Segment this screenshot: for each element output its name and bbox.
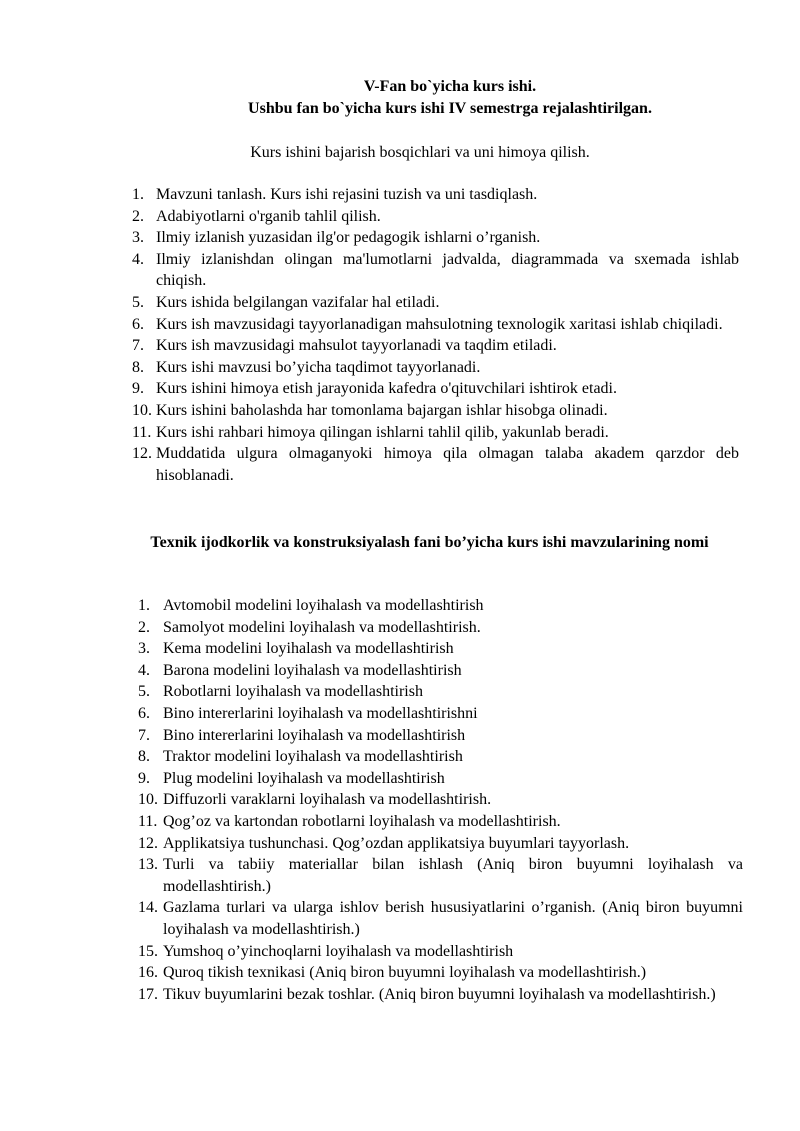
list-item-number: 13. <box>138 856 158 874</box>
list-item-number: 5. <box>132 293 144 311</box>
list-item-text: Qog’oz va kartondan robotlarni loyihalash va modellashtirish. <box>163 812 561 830</box>
list-item-text: Robotlarni loyihalash va modellashtirish <box>163 683 423 701</box>
list-item-text: Ilmiy izlanishdan olingan ma'lumotlarni jadvalda, diagrammada va sxemada ishlab chiqish. <box>156 250 739 290</box>
list-item-number: 1. <box>138 597 150 614</box>
list-item-number: 8. <box>138 748 150 766</box>
topic-item <box>138 897 743 940</box>
topic-item <box>138 725 743 747</box>
list-item-text: Kurs ishini baholashda har tomonlama bajargan ishlar hisobga olinadi. <box>156 401 608 419</box>
topic-item <box>138 941 743 963</box>
list-item-number: 12. <box>138 834 158 852</box>
list-item-text: Yumshoq o’yinchoqlarni loyihalash va modellashtirish <box>163 942 514 960</box>
list-item-number: 4. <box>138 661 150 679</box>
list-item-text: Applikatsiya tushunchasi. Qog’ozdan applikatsiya buyumlari tayyorlash. <box>163 834 630 852</box>
list-item-number: 7. <box>138 726 150 744</box>
list-item-text: Bino intererlarini loyihalash va modellashtirishni <box>163 704 478 722</box>
list-item-number: 15. <box>138 942 158 960</box>
list-item-number: 16. <box>138 964 158 982</box>
list-item-number: 12. <box>132 445 152 463</box>
step-item <box>132 378 739 400</box>
list-item-number: 3. <box>138 640 150 658</box>
topic-item <box>138 595 743 617</box>
list-item-text: Kema modelini loyihalash va modellashtirish <box>163 640 454 658</box>
topic-item <box>138 617 743 639</box>
list-item-text: Turli va tabiiy materiallar bilan ishlash (Aniq biron buyumni loyihalash va modellashtirish.) <box>163 856 743 895</box>
step-item <box>132 206 739 228</box>
list-item-number: 2. <box>132 207 144 225</box>
page-subtitle: Ushbu fan bo`yicha kurs ishi IV semestrga rejalashtirilgan. <box>248 100 652 117</box>
topic-item <box>138 746 743 768</box>
page-title: V-Fan bo`yicha kurs ishi. <box>363 78 537 95</box>
list-item-number: 17. <box>138 985 158 1003</box>
list-item-number: 7. <box>132 337 144 355</box>
list-item-number: 10. <box>138 791 158 809</box>
list-item-text: Diffuzorli varaklarni loyihalash va modellashtirish. <box>163 791 492 809</box>
step-item <box>132 357 739 379</box>
list-item-number: 9. <box>132 380 144 398</box>
list-item-text: Barona modelini loyihalash va modellashtirish <box>163 661 462 679</box>
step-item <box>132 184 739 206</box>
step-item <box>132 335 739 357</box>
section-heading-steps: Kurs ishini bajarish bosqichlari va uni himoya qilish. <box>250 144 590 161</box>
topic-item <box>138 962 743 984</box>
topic-item <box>138 703 743 725</box>
list-item-text: Avtomobil modelini loyihalash va modellashtirish <box>163 597 484 614</box>
list-item-text: Tikuv buyumlarini bezak toshlar. (Aniq biron buyumni loyihalash va modellashtirish.) <box>163 985 716 1003</box>
step-item <box>132 249 739 292</box>
step-item <box>132 227 739 249</box>
list-item-text: Quroq tikish texnikasi (Aniq biron buyumni loyihalash va modellashtirish.) <box>163 964 647 982</box>
list-item-text: Kurs ishi rahbari himoya qilingan ishlarni tahlil qilib, yakunlab beradi. <box>156 423 609 441</box>
list-item-text: Gazlama turlari va ularga ishlov berish hususiyatlarini o’rganish. (Aniq biron buyumni loyihalash va modellashtirish.) <box>163 899 743 938</box>
list-item-number: 4. <box>132 250 144 268</box>
steps-list <box>132 184 739 486</box>
topic-item <box>138 984 743 1006</box>
list-item-text: Traktor modelini loyihalash va modellashtirish <box>163 748 463 766</box>
topic-item <box>138 638 743 660</box>
step-item <box>132 400 739 422</box>
topic-item <box>138 833 743 855</box>
list-item-text: Kurs ish mavzusidagi tayyorlanadigan mahsulotning texnologik xaritasi ishlab chiqiladi. <box>156 315 723 333</box>
list-item-number: 6. <box>138 704 150 722</box>
step-item <box>132 443 739 486</box>
list-item-number: 11. <box>138 812 158 830</box>
list-item-number: 8. <box>132 358 144 376</box>
list-item-text: Kurs ishini himoya etish jarayonida kafedra o'qituvchilari ishtirok etadi. <box>156 380 617 398</box>
list-item-number: 10. <box>132 401 152 419</box>
list-item-number: 14. <box>138 899 158 917</box>
list-item-number: 6. <box>132 315 144 333</box>
list-item-text: Kurs ishi mavzusi bo’yicha taqdimot tayyorlanadi. <box>156 358 481 376</box>
list-item-number: 1. <box>132 186 144 203</box>
topic-item <box>138 768 743 790</box>
list-item-text: Samolyot modelini loyihalash va modellashtirish. <box>163 618 481 636</box>
list-item-number: 11. <box>132 423 152 441</box>
list-item-number: 2. <box>138 618 150 636</box>
section-heading-topics: Texnik ijodkorlik va konstruksiyalash fani bo’yicha kurs ishi mavzularining nomi <box>150 534 709 551</box>
list-item-text: Kurs ishida belgilangan vazifalar hal etiladi. <box>156 293 440 311</box>
list-item-text: Kurs ish mavzusidagi mahsulot tayyorlanadi va taqdim etiladi. <box>156 337 557 355</box>
step-item <box>132 422 739 444</box>
topic-item <box>138 811 743 833</box>
list-item-text: Muddatida ulgura olmaganyoki himoya qila olmagan talaba akadem qarzdor deb hisoblanadi. <box>156 445 739 484</box>
list-item-text: Adabiyotlarni o'rganib tahlil qilish. <box>156 207 381 225</box>
list-item-text: Mavzuni tanlash. Kurs ishi rejasini tuzish va uni tasdiqlash. <box>156 186 538 203</box>
list-item-number: 3. <box>132 229 144 247</box>
list-item-text: Ilmiy izlanish yuzasidan ilg'or pedagogik ishlarni o’rganish. <box>156 229 541 247</box>
list-item-number: 9. <box>138 769 150 787</box>
step-item <box>132 314 739 336</box>
list-item-number: 5. <box>138 683 150 701</box>
topic-item <box>138 681 743 703</box>
topic-item <box>138 854 743 897</box>
topic-item <box>138 789 743 811</box>
list-item-text: Plug modelini loyihalash va modellashtirish <box>163 769 445 787</box>
list-item-text: Bino intererlarini loyihalash va modellashtirish <box>163 726 466 744</box>
topics-list <box>138 595 743 1005</box>
step-item <box>132 292 739 314</box>
topic-item <box>138 660 743 682</box>
